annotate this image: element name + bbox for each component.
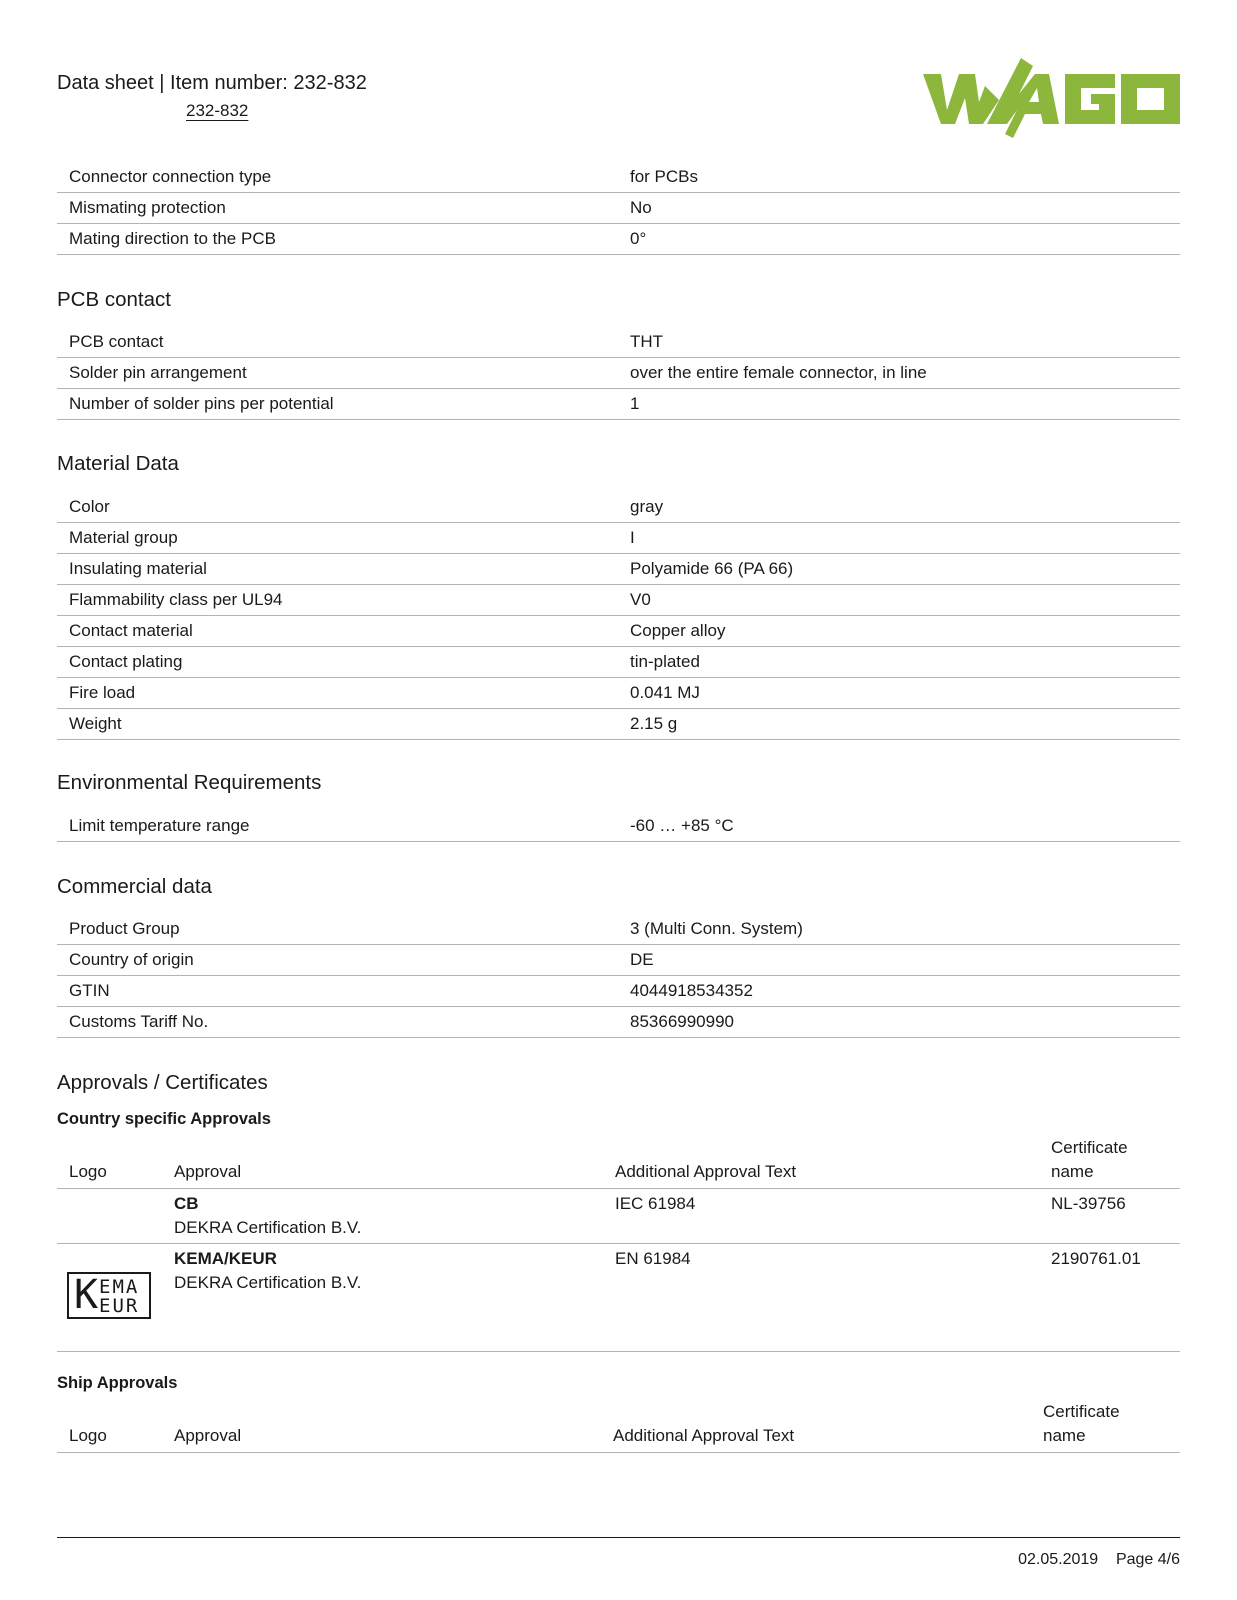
item-number-link[interactable]: 232-832 <box>186 101 249 120</box>
row-value: Polyamide 66 (PA 66) <box>630 559 794 578</box>
row-label: Insulating material <box>69 559 207 578</box>
row-value: 4044918534352 <box>630 981 753 1000</box>
approval-org: DEKRA Certification B.V. <box>174 1218 362 1237</box>
footer-divider <box>57 1537 1180 1538</box>
approval-name: CB <box>174 1194 199 1213</box>
row-value: gray <box>630 497 664 516</box>
row-value: I <box>630 528 635 547</box>
table-row <box>57 554 1180 585</box>
approval-row <box>57 1244 1180 1352</box>
approval-org: DEKRA Certification B.V. <box>174 1273 362 1292</box>
row-label: Color <box>69 497 110 516</box>
table-row <box>57 811 1180 842</box>
material-table <box>57 492 1180 740</box>
connector-table <box>57 162 1180 255</box>
header-cert-line1: Certificate <box>1043 1402 1120 1421</box>
footer <box>1018 1551 1180 1569</box>
table-row <box>57 914 1180 945</box>
row-label: PCB contact <box>69 332 164 351</box>
row-value: 1 <box>630 394 640 413</box>
table-row <box>57 976 1180 1007</box>
section-title-approvals: Approvals / Certificates <box>57 1071 268 1094</box>
row-value: Copper alloy <box>630 621 726 640</box>
row-label: Mismating protection <box>69 198 226 217</box>
kema-keur-logo: K EMA EUR <box>67 1272 151 1319</box>
row-label: Fire load <box>69 683 136 702</box>
pcb-table <box>57 327 1180 420</box>
row-label: Country of origin <box>69 950 194 969</box>
table-row <box>57 523 1180 554</box>
row-label: Material group <box>69 528 178 547</box>
row-label: Customs Tariff No. <box>69 1012 209 1031</box>
approval-name: KEMA/KEUR <box>174 1249 277 1268</box>
table-row <box>57 358 1180 389</box>
row-value: for PCBs <box>630 167 699 186</box>
datasheet-page <box>57 0 1180 1600</box>
row-label: Connector connection type <box>69 167 272 186</box>
header-cert-line2: name <box>1043 1426 1086 1445</box>
row-label: GTIN <box>69 981 110 1000</box>
table-row <box>57 193 1180 224</box>
environment-table <box>57 811 1180 842</box>
commercial-table <box>57 914 1180 1038</box>
row-value: 3 (Multi Conn. System) <box>630 919 803 938</box>
row-label: Contact material <box>69 621 193 640</box>
header-approval: Approval <box>174 1426 242 1445</box>
approval-additional: EN 61984 <box>615 1249 691 1268</box>
row-label: Mating direction to the PCB <box>69 229 276 248</box>
row-value: over the entire female connector, in line <box>630 363 927 382</box>
row-label: Product Group <box>69 919 180 938</box>
row-label: Weight <box>69 714 122 733</box>
row-label: Solder pin arrangement <box>69 363 247 382</box>
row-value: 0° <box>630 229 647 248</box>
footer-page: Page 4/6 <box>1115 1551 1180 1568</box>
table-row <box>57 389 1180 420</box>
table-row <box>57 945 1180 976</box>
header-cert-line1: Certificate <box>1051 1138 1128 1157</box>
row-value: tin-plated <box>630 652 700 671</box>
section-title-commercial: Commercial data <box>57 875 212 898</box>
section-title-material: Material Data <box>57 452 179 475</box>
table-row <box>57 585 1180 616</box>
subsection-title-country: Country specific Approvals <box>57 1110 271 1128</box>
header-approval: Approval <box>174 1162 242 1181</box>
section-title-pcb: PCB contact <box>57 288 171 311</box>
row-value: -60 … +85 °C <box>630 816 734 835</box>
row-value: V0 <box>630 590 651 609</box>
row-value: THT <box>630 332 664 351</box>
table-row <box>57 224 1180 255</box>
header-logo: Logo <box>69 1162 107 1181</box>
table-row <box>57 647 1180 678</box>
subsection-title-ship: Ship Approvals <box>57 1374 178 1392</box>
header-additional: Additional Approval Text <box>613 1426 795 1445</box>
page-title: Data sheet | Item number: 232-832 <box>57 72 367 94</box>
row-value: 0.041 MJ <box>630 683 700 702</box>
row-label: Number of solder pins per potential <box>69 394 334 413</box>
section-title-environment: Environmental Requirements <box>57 771 322 794</box>
table-row <box>57 327 1180 358</box>
row-label: Limit temperature range <box>69 816 250 835</box>
header-logo: Logo <box>69 1426 107 1445</box>
row-label: Contact plating <box>69 652 183 671</box>
table-row <box>57 492 1180 523</box>
ship-approvals-header <box>57 1400 1180 1453</box>
approval-row <box>57 1189 1180 1244</box>
row-value: 2.15 g <box>630 714 678 733</box>
table-row <box>57 162 1180 193</box>
row-label: Flammability class per UL94 <box>69 590 283 609</box>
country-approvals-header <box>57 1136 1180 1189</box>
wago-logo <box>923 58 1180 144</box>
row-value: No <box>630 198 652 217</box>
row-value: DE <box>630 950 654 969</box>
approval-cert: NL-39756 <box>1051 1194 1126 1213</box>
table-row <box>57 616 1180 647</box>
approval-additional: IEC 61984 <box>615 1194 696 1213</box>
footer-date: 02.05.2019 <box>1018 1551 1099 1568</box>
row-value: 85366990990 <box>630 1012 735 1031</box>
table-row <box>57 709 1180 740</box>
table-row <box>57 678 1180 709</box>
table-row <box>57 1007 1180 1038</box>
header-cert-line2: name <box>1051 1162 1094 1181</box>
approval-cert: 2190761.01 <box>1051 1249 1141 1268</box>
header-additional: Additional Approval Text <box>615 1162 797 1181</box>
